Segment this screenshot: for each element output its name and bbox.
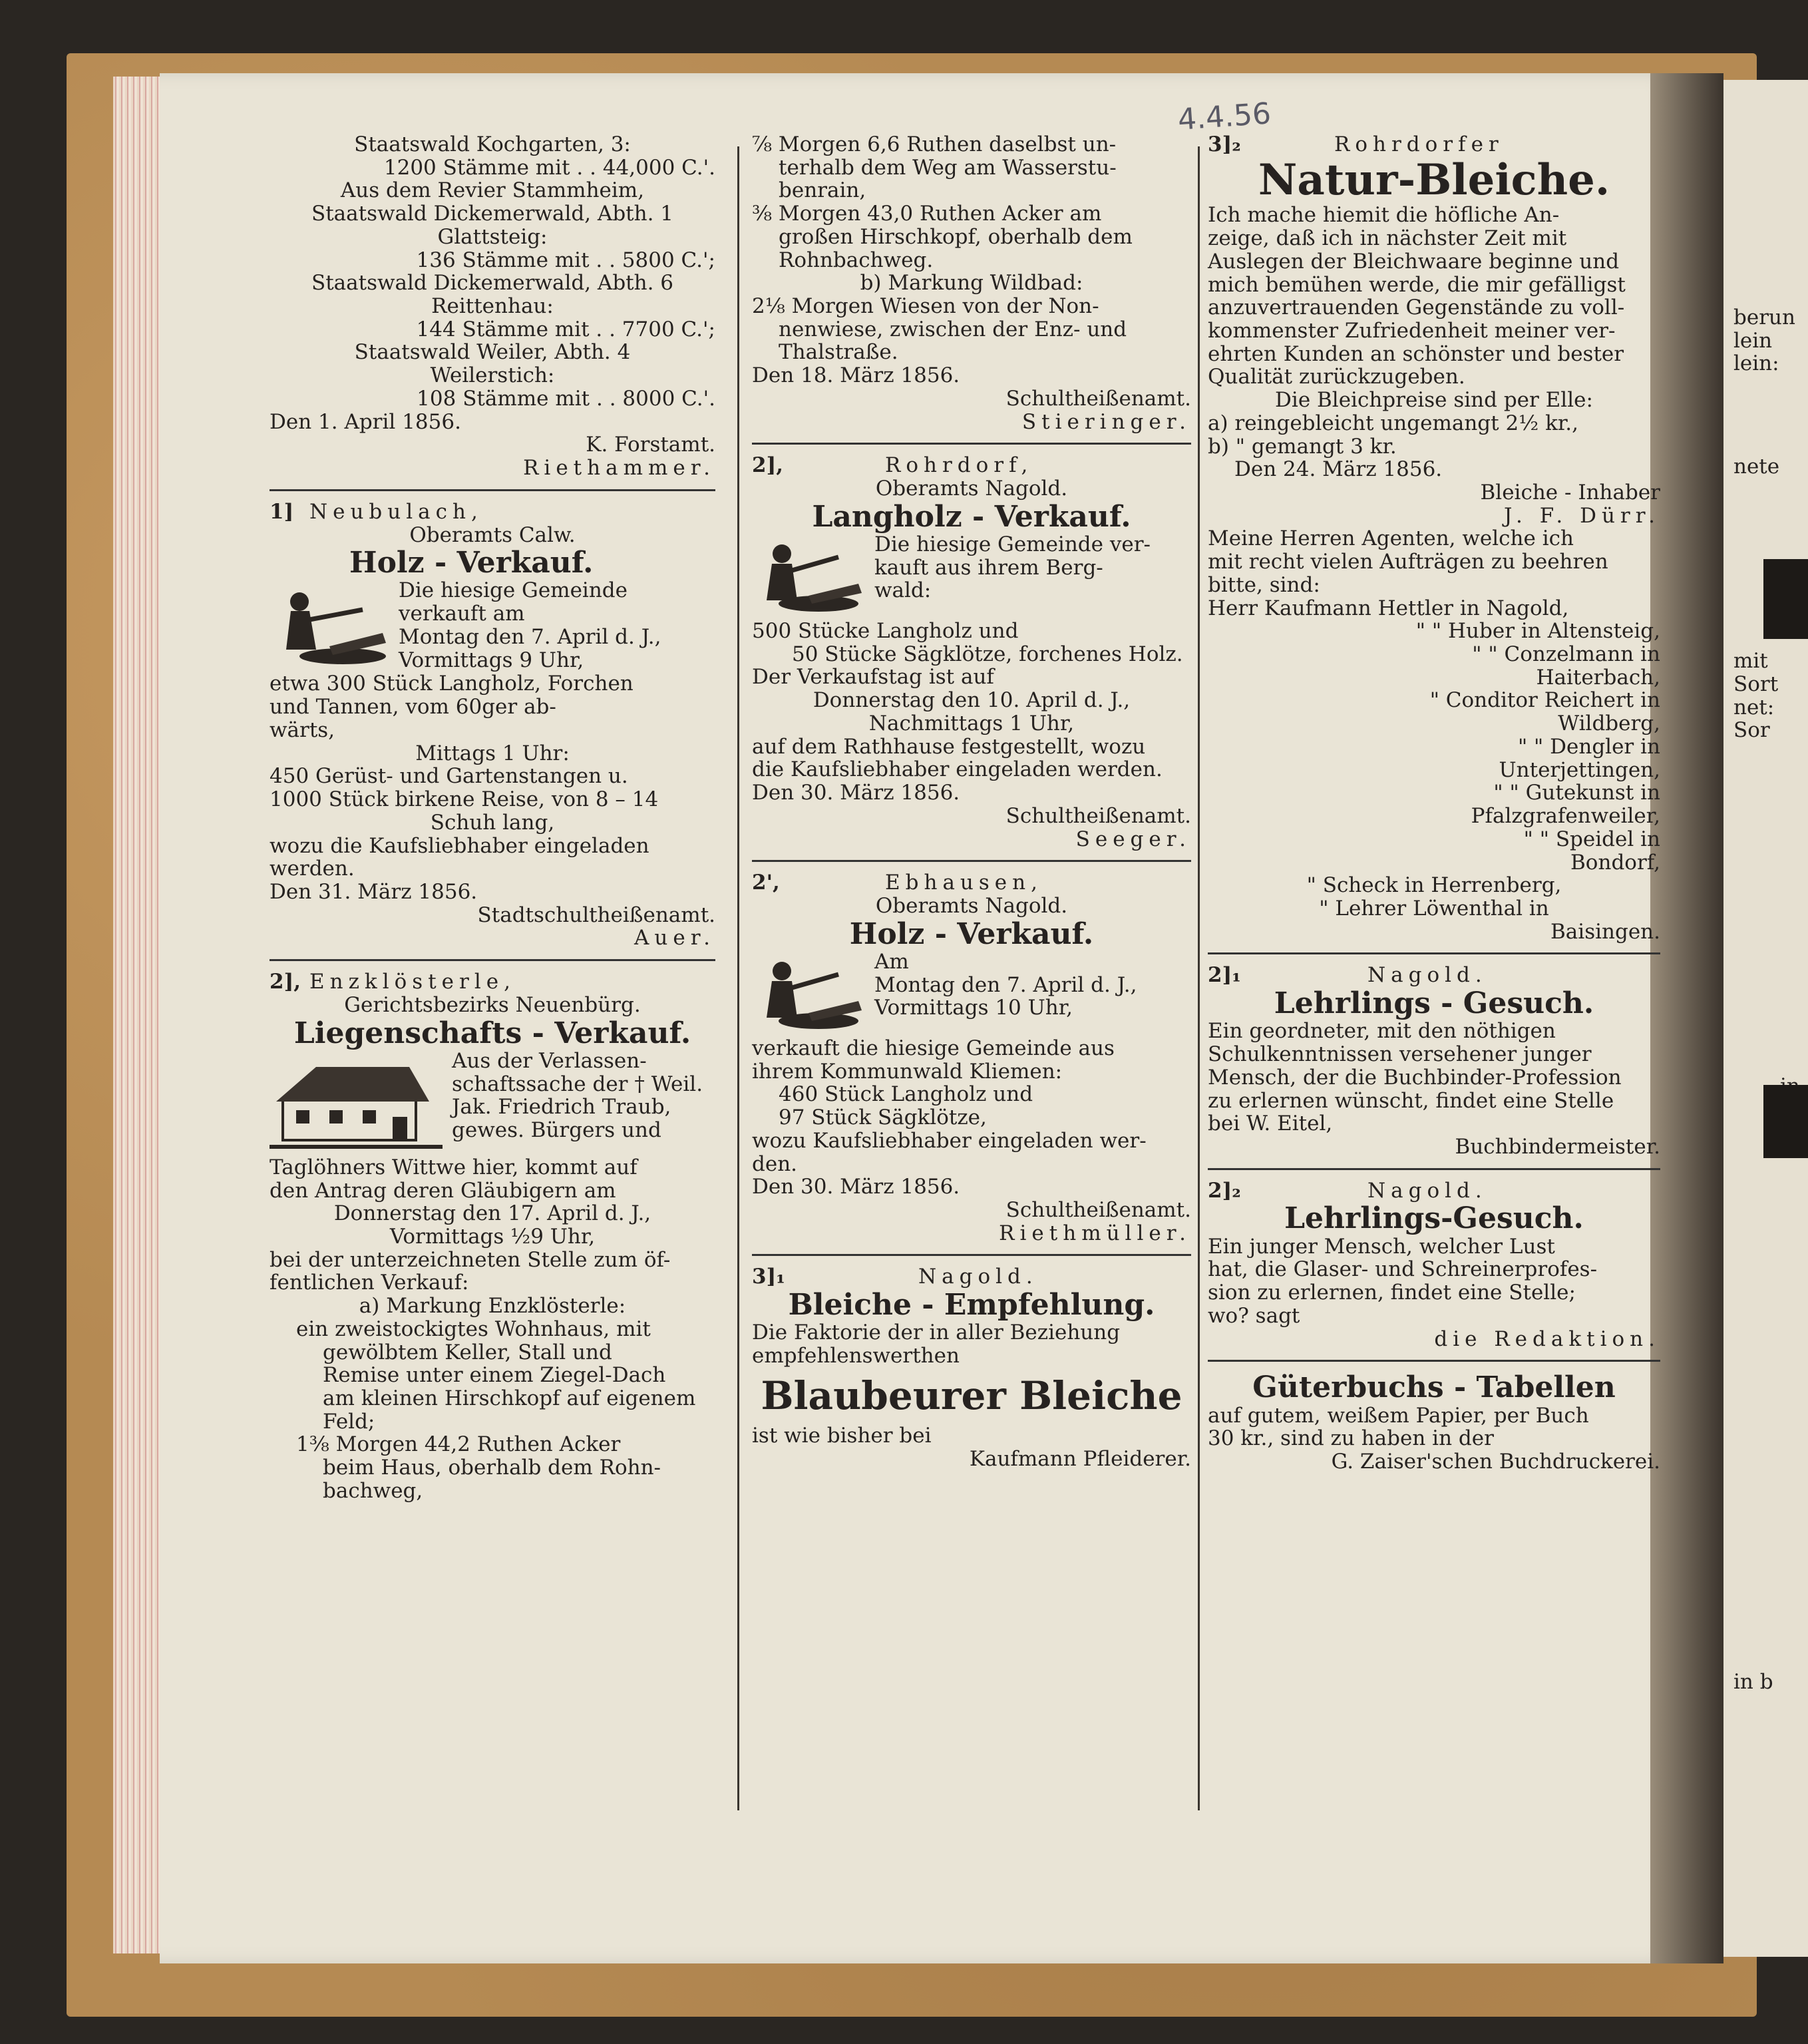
text-line: wozu die Kaufsliebhaber eingeladen: [270, 833, 649, 858]
woodcutter-icon: [752, 537, 865, 617]
text-line: 450 Gerüst- und Gartenstangen u.: [270, 764, 628, 789]
ad-number: 1]: [270, 499, 294, 524]
agent-line: Baisingen.: [1550, 919, 1660, 944]
ad-enzkloesterle: [270, 970, 715, 1502]
ad-title: Holz - Verkauf.: [849, 917, 1094, 951]
signature-name: Seeger.: [1075, 827, 1191, 851]
text-line: 460 Stück Langholz und: [779, 1082, 1033, 1107]
text-line: ⅞ Morgen 6,6 Ruthen daselbst un-: [752, 132, 1117, 156]
col2-top-block: [752, 133, 1191, 433]
text-fragment: Sor: [1733, 718, 1770, 743]
signature-office: Schultheißenamt.: [1005, 803, 1191, 828]
text-line: Ich mache hiemit die höfliche An-: [1208, 203, 1560, 228]
text-line: kauft aus ihrem Berg-: [874, 555, 1103, 580]
col1-top-block: [270, 133, 715, 480]
text-line: wärts,: [270, 717, 335, 742]
text-line: Aus dem Revier Stammheim,: [340, 178, 645, 203]
agent-line: " Lehrer Löwenthal in: [1319, 896, 1549, 920]
text-line: Die hiesige Gemeinde: [399, 578, 628, 603]
signature-name: die Redaktion.: [1434, 1327, 1660, 1351]
divider: [1208, 1168, 1660, 1170]
text-line: Montag den 7. April d. J.,: [874, 972, 1137, 997]
divider: [270, 489, 715, 491]
ornament-block: [1763, 1085, 1808, 1158]
ad-natur-bleiche: [1208, 133, 1660, 943]
text-line: Donnerstag den 10. April d. J.,: [813, 688, 1131, 713]
text-line: kommenster Zufriedenheit meiner ver-: [1208, 318, 1616, 343]
text-line: sion zu erlernen, findet eine Stelle;: [1208, 1281, 1576, 1305]
text-fragment: mit: [1733, 649, 1768, 674]
house-icon: [270, 1054, 443, 1153]
signature-office: Schultheißenamt.: [1005, 386, 1191, 411]
signature-name: Auer.: [634, 926, 715, 950]
text-line: 97 Stück Sägklötze,: [779, 1106, 987, 1130]
agent-line: " " Gutekunst in: [1493, 781, 1660, 805]
text-line: ihrem Kommunwald Kliemen:: [752, 1059, 1063, 1084]
agent-line: Bondorf,: [1570, 850, 1660, 875]
text-line: gewes. Bürgers und: [452, 1118, 661, 1142]
text-line: Staatswald Dickemerwald, Abth. 6: [311, 271, 674, 296]
text-line: Mittags 1 Uhr:: [415, 741, 570, 765]
column-3: [1208, 133, 1660, 1474]
ad-lehrlings-glaser: [1208, 1179, 1660, 1351]
text-line: ein zweistockigtes Wohnhaus, mit: [296, 1317, 651, 1341]
agent-line: " " Speidel in: [1523, 827, 1660, 851]
ad-place: Nagold.: [1367, 963, 1487, 988]
signature-name: Kaufmann Pfleiderer.: [969, 1446, 1191, 1471]
text-line: am kleinen Hirschkopf auf eigenem: [323, 1386, 696, 1410]
text-line: Reittenhau:: [431, 294, 554, 319]
divider: [752, 1254, 1191, 1256]
ad-district: Oberamts Calw.: [409, 522, 576, 547]
divider: [752, 443, 1191, 445]
text-line: 500 Stücke Langholz und: [752, 619, 1019, 644]
ad-number: 2],: [270, 970, 301, 994]
ad-district: Oberamts Nagold.: [875, 477, 1068, 501]
date-line: Den 30. März 1856.: [752, 1175, 960, 1199]
agent-line: Herr Kaufmann Hettler in Nagold,: [1208, 596, 1569, 620]
ad-neubulach: [270, 501, 715, 950]
agent-line: Wildberg,: [1558, 712, 1660, 736]
ad-title: Lehrlings - Gesuch.: [1274, 986, 1594, 1021]
ad-place: Nagold.: [918, 1265, 1038, 1289]
handwritten-note: 4.4.56: [1176, 97, 1272, 137]
text-line: Schulkenntnissen versehener junger: [1208, 1042, 1592, 1067]
ad-place: Nagold.: [1367, 1178, 1487, 1203]
text-line: die Kaufsliebhaber eingeladen werden.: [752, 757, 1163, 782]
text-line: 50 Stücke Sägklötze, forchenes Holz.: [792, 642, 1183, 666]
agent-line: Haiterbach,: [1536, 665, 1660, 690]
text-line: 1200 Stämme mit . . 44,000 C.'.: [383, 155, 715, 180]
highlight-name: Blaubeurer Bleiche: [761, 1372, 1182, 1418]
text-line: 30 kr., sind zu haben in der: [1208, 1426, 1494, 1451]
signature-name: Buchbindermeister.: [1455, 1134, 1660, 1159]
text-line: 108 Stämme mit . . 8000 C.'.: [417, 386, 715, 411]
ad-number: 3]₂: [1208, 132, 1241, 156]
text-line: den.: [752, 1151, 798, 1176]
ad-number: 2',: [752, 871, 780, 895]
text-line: gewölbtem Keller, Stall und: [323, 1340, 612, 1364]
text-line: hat, die Glaser- und Schreinerprofes-: [1208, 1257, 1598, 1282]
text-line: mich bemühen werde, die mir gefälligst: [1208, 272, 1626, 297]
text-line: Nachmittags 1 Uhr,: [868, 711, 1075, 735]
ad-place: Neubulach,: [309, 499, 483, 524]
text-line: Vormittags ½9 Uhr,: [389, 1224, 596, 1249]
text-line: Qualität zurückzugeben.: [1208, 365, 1465, 389]
text-line: Staatswald Weiler, Abth. 4: [354, 340, 631, 365]
text-line: anzuvertrauenden Gegenstände zu voll-: [1208, 296, 1625, 320]
text-line: Thalstraße.: [779, 340, 898, 365]
date-line: Den 31. März 1856.: [270, 879, 478, 904]
signature-name: Riethmüller.: [999, 1221, 1191, 1245]
column-4-partial: [1733, 306, 1807, 1693]
text-line: wald:: [874, 578, 932, 603]
signature-office: Schultheißenamt.: [1005, 1197, 1191, 1222]
ad-place: Rohrdorf,: [885, 453, 1033, 478]
signature-name: J. F. Dürr.: [1503, 503, 1660, 528]
column-2: [752, 133, 1191, 1470]
text-line: bachweg,: [323, 1478, 423, 1503]
text-line: Die Faktorie der in aller Beziehung: [752, 1321, 1121, 1345]
agent-line: " Conditor Reichert in: [1429, 688, 1660, 713]
ad-bleiche-empfehlung: [752, 1265, 1191, 1470]
ad-district: Gerichtsbezirks Neuenbürg.: [344, 992, 641, 1017]
text-line: Taglöhners Wittwe hier, kommt auf: [270, 1155, 637, 1179]
text-line: verkauft die hiesige Gemeinde aus: [752, 1036, 1115, 1060]
text-line: zu erlernen wünscht, findet eine Stelle: [1208, 1088, 1614, 1113]
text-line: Vormittags 10 Uhr,: [874, 996, 1073, 1020]
ornament-block: [1763, 559, 1808, 639]
divider: [752, 860, 1191, 862]
text-line: auf dem Rathhause festgestellt, wozu: [752, 734, 1146, 759]
agent-line: " " Conzelmann in: [1472, 642, 1660, 667]
text-fragment: lein:: [1733, 351, 1779, 376]
date-line: Den 24. März 1856.: [1234, 457, 1443, 482]
text-line: a) Markung Enzklösterle:: [359, 1294, 626, 1319]
ad-lehrlings-buchbinder: [1208, 964, 1660, 1158]
text-line: Glattsteig:: [437, 224, 548, 249]
ad-place: Enzklösterle,: [309, 970, 516, 994]
text-line: ist wie bisher bei: [752, 1423, 932, 1448]
text-line: Montag den 7. April d. J.,: [399, 624, 661, 649]
text-fragment: nete: [1733, 455, 1780, 479]
text-line: Jak. Friedrich Traub,: [452, 1095, 671, 1120]
ad-rohrdorf-langholz: [752, 454, 1191, 851]
book-gutter: [1650, 73, 1723, 1963]
text-line: Feld;: [323, 1409, 375, 1434]
text-line: Rohnbachweg.: [779, 248, 934, 272]
text-fragment: in b: [1733, 1669, 1773, 1694]
text-line: 1⅜ Morgen 44,2 Ruthen Acker: [296, 1432, 621, 1457]
text-line: Weilerstich:: [430, 363, 555, 388]
date-line: Den 18. März 1856.: [752, 363, 960, 388]
text-line: Meine Herren Agenten, welche ich: [1208, 526, 1574, 551]
text-line: Staatswald Kochgarten, 3:: [354, 132, 631, 156]
divider: [1208, 1360, 1660, 1362]
text-line: nenwiese, zwischen der Enz- und: [779, 317, 1127, 341]
ad-ebhausen: [752, 871, 1191, 1245]
text-line: Der Verkaufstag ist auf: [752, 665, 994, 690]
text-line: 136 Stämme mit . . 5800 C.';: [416, 248, 715, 272]
text-line: Aus der Verlassen-: [452, 1048, 647, 1073]
date-line: Den 1. April 1856.: [270, 409, 461, 434]
text-line: Vormittags 9 Uhr,: [399, 648, 584, 672]
signature-name: Stieringer.: [1021, 409, 1191, 434]
text-line: terhalb dem Weg am Wasserstu-: [779, 155, 1117, 180]
text-line: Am: [874, 949, 909, 974]
text-line: schaftssache der † Weil.: [452, 1072, 703, 1096]
text-line: Remise unter einem Ziegel-Dach: [323, 1363, 666, 1388]
text-fragment: net:: [1733, 695, 1775, 719]
signature-office: Bleiche - Inhaber: [1480, 481, 1660, 505]
ad-title: Lehrlings-Gesuch.: [1284, 1201, 1584, 1236]
text-line: 1000 Stück birkene Reise, von 8 – 14: [270, 787, 659, 812]
ad-number: 2]₂: [1208, 1178, 1241, 1203]
woodcutter-icon: [270, 583, 389, 670]
ad-title: Liegenschafts - Verkauf.: [293, 1016, 691, 1050]
text-line: den Antrag deren Gläubigern am: [270, 1178, 616, 1203]
ad-gueterbuchs: [1208, 1371, 1660, 1473]
text-fragment: lein: [1733, 328, 1773, 353]
text-line: Ein junger Mensch, welcher Lust: [1208, 1234, 1555, 1259]
text-line: bei W. Eitel,: [1208, 1112, 1333, 1136]
text-line: fentlichen Verkauf:: [270, 1271, 469, 1295]
ad-title: Holz - Verkauf.: [349, 546, 594, 580]
text-line: großen Hirschkopf, oberhalb dem: [779, 224, 1133, 249]
text-line: 144 Stämme mit . . 7700 C.';: [416, 317, 715, 341]
ad-district: Oberamts Nagold.: [875, 893, 1068, 918]
text-line: und Tannen, vom 60ger ab-: [270, 695, 556, 719]
text-line: ⅜ Morgen 43,0 Ruthen Acker am: [752, 202, 1102, 226]
text-line: 2⅛ Morgen Wiesen von der Non-: [752, 294, 1099, 319]
ad-place: Ebhausen,: [885, 871, 1043, 895]
column-1: [270, 133, 715, 1503]
agent-line: Unterjettingen,: [1499, 757, 1660, 782]
signature-office: K. Forstamt.: [586, 433, 715, 457]
agent-line: Pfalzgrafenweiler,: [1471, 804, 1660, 829]
ad-number: 2]₁: [1208, 963, 1241, 988]
text-line: Mensch, der die Buchbinder-Profession: [1208, 1065, 1622, 1090]
ad-place: Rohrdorfer: [1334, 132, 1504, 156]
text-line: benrain,: [779, 178, 866, 203]
text-line: b) Markung Wildbad:: [860, 271, 1083, 296]
text-line: bei der unterzeichneten Stelle zum öf-: [270, 1247, 671, 1272]
text-line: Schuh lang,: [430, 810, 555, 835]
text-line: Ein geordneter, mit den nöthigen: [1208, 1019, 1556, 1044]
text-line: ehrten Kunden an schönster und bester: [1208, 341, 1624, 366]
text-line: wozu Kaufsliebhaber eingeladen wer-: [752, 1128, 1147, 1153]
text-line: Auslegen der Bleichwaare beginne und: [1208, 249, 1620, 274]
text-line: Die hiesige Gemeinde ver-: [874, 532, 1151, 557]
text-line: wo? sagt: [1208, 1303, 1300, 1328]
text-line: Staatswald Dickemerwald, Abth. 1: [311, 202, 674, 226]
divider: [1208, 952, 1660, 954]
ad-title: Bleiche - Empfehlung.: [788, 1288, 1155, 1323]
text-line: mit recht vielen Aufträgen zu beehren: [1208, 550, 1608, 574]
text-line: b) " gemangt 3 kr.: [1208, 434, 1397, 459]
agent-line: " " Dengler in: [1517, 734, 1660, 759]
page-edges: [113, 77, 166, 1953]
text-fragment: Sort: [1733, 672, 1779, 696]
signature-office: Stadtschultheißenamt.: [477, 903, 715, 927]
ad-title: Langholz - Verkauf.: [812, 499, 1131, 534]
signature-name: G. Zaiser'schen Buchdruckerei.: [1331, 1449, 1660, 1474]
text-line: Die Bleichpreise sind per Elle:: [1275, 388, 1593, 413]
text-line: zeige, daß ich in nächster Zeit mit: [1208, 226, 1567, 251]
text-line: a) reingebleicht ungemangt 2½ kr.,: [1208, 411, 1578, 435]
woodcutter-icon: [752, 954, 865, 1034]
signature-name: Riethammer.: [523, 456, 715, 481]
ad-number: 3]₁: [752, 1265, 785, 1289]
agent-line: " " Huber in Altensteig,: [1415, 619, 1660, 644]
column-rule-2: [1198, 146, 1200, 1810]
text-line: werden.: [270, 857, 355, 881]
agent-line: " Scheck in Herrenberg,: [1306, 873, 1562, 898]
text-line: Donnerstag den 17. April d. J.,: [333, 1201, 651, 1226]
text-line: auf gutem, weißem Papier, per Buch: [1208, 1403, 1589, 1428]
text-line: beim Haus, oberhalb dem Rohn-: [323, 1456, 661, 1480]
ad-title: Natur-Bleiche.: [1258, 154, 1610, 205]
text-line: empfehlenswerthen: [752, 1344, 960, 1368]
text-line: verkauft am: [399, 602, 525, 626]
ad-number: 2],: [752, 453, 784, 478]
text-line: bitte, sind:: [1208, 572, 1320, 597]
ad-title: Güterbuchs - Tabellen: [1252, 1370, 1616, 1405]
divider: [270, 959, 715, 961]
text-line: etwa 300 Stück Langholz, Forchen: [270, 672, 633, 696]
column-rule-1: [737, 146, 739, 1810]
text-fragment: berun: [1733, 306, 1795, 329]
date-line: Den 30. März 1856.: [752, 781, 960, 805]
